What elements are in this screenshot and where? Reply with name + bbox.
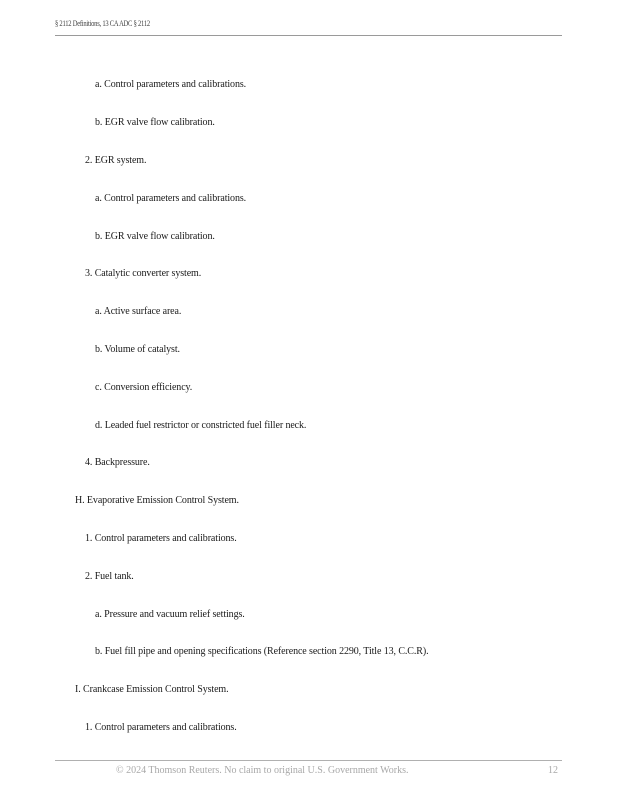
body-line: c. Conversion efficiency. — [95, 382, 193, 393]
body-line: I. Crankcase Emission Control System. — [75, 684, 229, 695]
footer-copyright: © 2024 Thomson Reuters. No claim to original U.S. Government Works. — [116, 765, 409, 776]
body-line: 3. Catalytic converter system. — [85, 268, 202, 279]
body-line: b. Fuel fill pipe and opening specifications (Reference section 2290, Title 13, C.C.R). — [95, 646, 429, 657]
page-number: 12 — [548, 765, 558, 776]
body-line: 1. Control parameters and calibrations. — [85, 533, 237, 544]
body-line: a. Control parameters and calibrations. — [95, 79, 247, 90]
body-line: 4. Backpressure. — [85, 457, 150, 468]
footer-rule — [55, 760, 562, 761]
body-line: 1. Control parameters and calibrations. — [85, 722, 237, 733]
body-line: b. EGR valve flow calibration. — [95, 117, 215, 128]
body-line: 2. EGR system. — [85, 155, 147, 166]
body-line: b. EGR valve flow calibration. — [95, 231, 215, 242]
body-line: 2. Fuel tank. — [85, 571, 134, 582]
body-line: a. Control parameters and calibrations. — [95, 193, 247, 204]
body-line: b. Volume of catalyst. — [95, 344, 180, 355]
running-header: § 2112 Definitions, 13 CA ADC § 2112 — [55, 19, 150, 28]
body-line: d. Leaded fuel restrictor or constricted fuel filler neck. — [95, 420, 307, 431]
body-line: a. Pressure and vacuum relief settings. — [95, 609, 245, 620]
header-rule — [55, 35, 562, 36]
body-line: H. Evaporative Emission Control System. — [75, 495, 239, 506]
body-line: a. Active surface area. — [95, 306, 182, 317]
